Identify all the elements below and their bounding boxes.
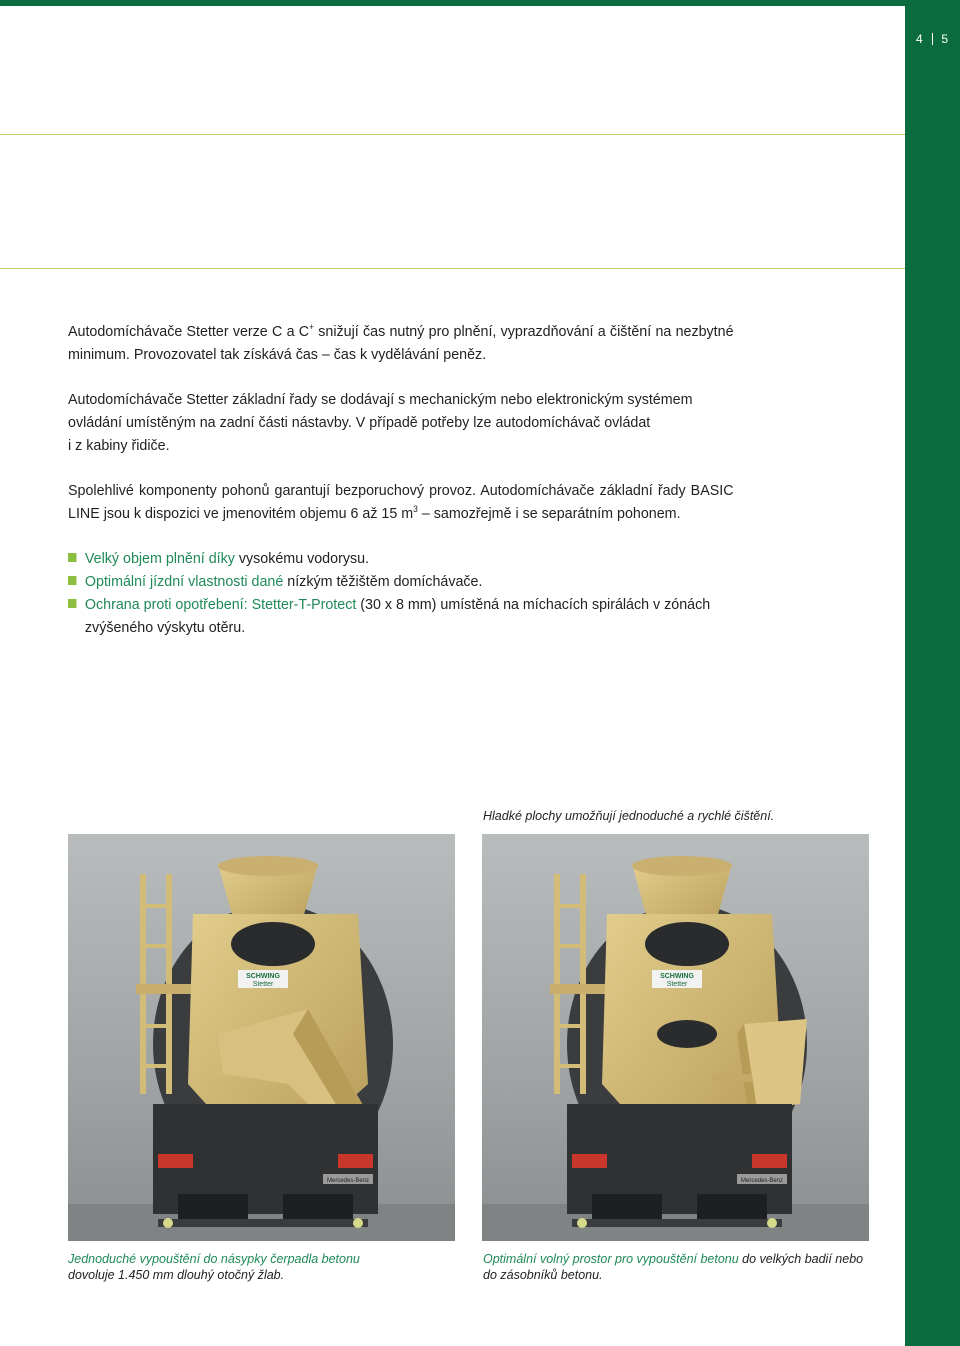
caption-chute-down [68,1251,388,1283]
badge-brand-text: SCHWING [246,973,280,980]
caption-smooth-surfaces: Hladké plochy umožňují jednoduché a rychlé čištění. [483,809,775,823]
badge-brand-text-2: Stetter [252,981,274,988]
caption-chute-raised [483,1251,873,1283]
paragraph-2 [68,388,734,457]
p2-text-end: i z kabiny řidiče. [68,437,170,454]
caption-text: dovoluje 1.450 mm dlouhý otočný žlab. [68,1268,285,1282]
bullet-square-icon [68,553,76,562]
page-number-left: 4 [915,32,924,46]
rule-bottom [0,268,905,269]
caption-highlight: Jednoduché vypouštění do násypky čerpadla betonu [68,1252,360,1266]
feature-item [68,570,734,593]
paragraph-3 [68,479,734,525]
page-number [905,32,960,46]
caption-highlight: Optimální volný prostor pro vypouštění betonu [483,1252,739,1266]
feature-highlight: Velký objem plnění díky [84,550,235,567]
feature-item [68,593,734,639]
p3-text-rest: – samozřejmě i se separátním pohonem. [417,505,681,522]
feature-text: vysokému vodorysu. [234,550,370,567]
feature-list [68,547,734,639]
body-text [68,320,734,639]
top-green-bar [0,0,960,6]
plate-text: Mercedes-Benz [740,1178,784,1184]
feature-text: nízkým těžištěm domíchávače. [283,573,483,590]
badge-brand-text: SCHWING [660,973,694,980]
feature-text: (30 x 8 mm) umístěná na míchacích spirálách v zónách zvýšeného výskytu otěru. [84,596,711,636]
feature-highlight: Ochrana proti opotřebení: Stetter-T-Protect [84,596,357,613]
p1-sup: + [309,321,315,332]
p1-text-rest: snižují čas nutný pro plnění, vyprazdňování a čištění na nezbytné minimum. Provozovatel tak získává čas – čas k vydělávání peněz. [68,323,734,363]
side-green-bar [905,0,960,1346]
p3-sup: 3 [413,503,418,514]
badge-brand-text-2: Stetter [666,981,688,988]
caption-text: do velkých badií nebo do zásobníků betonu. [483,1252,864,1282]
plate-text: Mercedes-Benz [326,1178,370,1184]
feature-item [68,547,734,570]
page-number-divider [932,33,933,45]
p2-text: Autodomíchávače Stetter základní řady se dodávají s mechanickým nebo elektronickým systémem ovládání umístěným na zadní části nástavby. V případě potřeby lze autodomíchávač ovládat [68,391,693,431]
bullet-square-icon [68,599,76,608]
bullet-square-icon [68,576,76,585]
photo-mixer-chute-down [68,834,455,1241]
photo-mixer-chute-raised [482,834,869,1241]
p1-text: Autodomíchávače Stetter verze C a C [68,323,310,340]
page-number-right: 5 [941,32,950,46]
feature-highlight: Optimální jízdní vlastnosti dané [84,573,284,590]
p3-text: Spolehlivé komponenty pohonů garantují bezporuchový provoz. Autodomíchávače základní řady BASIC LINE jsou k dispozici ve jmenovitém objemu 6 až 15 m [68,482,734,522]
rule-top [0,134,905,135]
paragraph-1 [68,320,734,366]
